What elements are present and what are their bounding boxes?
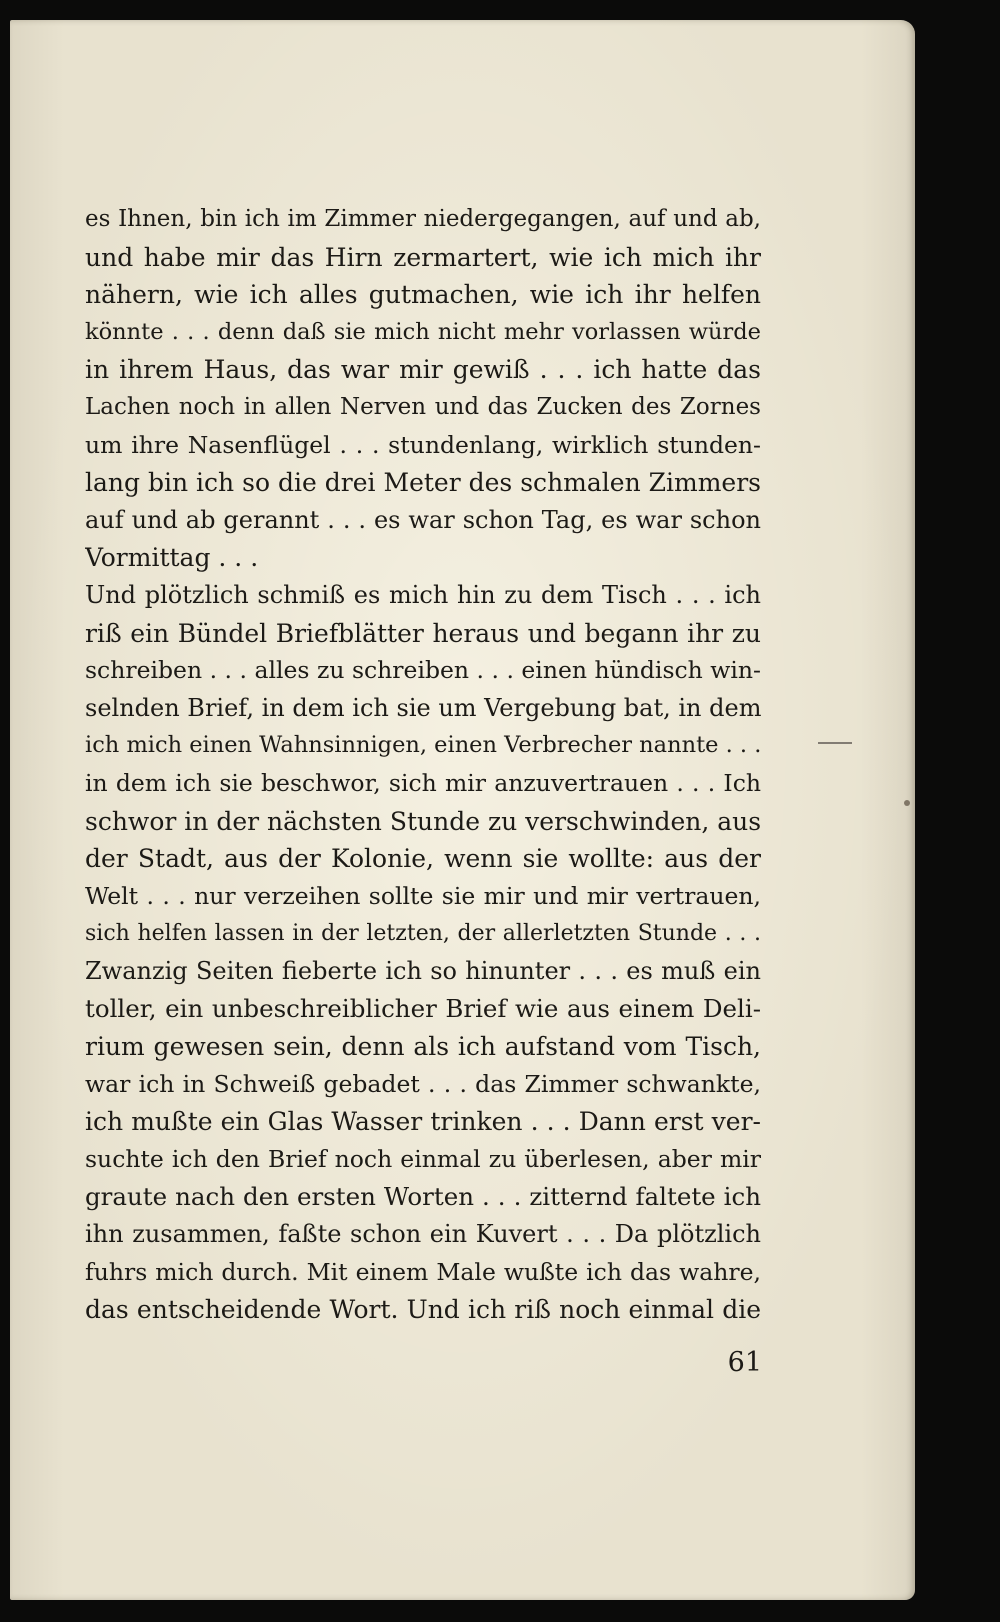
page-number: 61 — [727, 1347, 762, 1378]
text-line: um ihre Nasenflügel . . . stundenlang, wirklich stunden- — [85, 430, 761, 459]
book-page — [10, 20, 915, 1600]
margin-spot — [904, 800, 910, 806]
text-line: Vormittag . . . — [85, 543, 259, 573]
text-line: toller, ein unbeschreiblicher Brief wie aus einem Deli- — [85, 994, 761, 1024]
text-line: in ihrem Haus, das war mir gewiß . . . ich hatte das — [85, 355, 761, 385]
text-line: ich mich einen Wahnsinnigen, einen Verbrecher nannte . . . — [85, 732, 761, 759]
text-line: schreiben . . . alles zu schreiben . . . einen hündisch win- — [85, 656, 761, 685]
text-line: in dem ich sie beschwor, sich mir anzuvertrauen . . . Ich — [85, 768, 761, 797]
text-line: schwor in der nächsten Stunde zu verschwinden, aus — [85, 806, 761, 836]
text-line: und habe mir das Hirn zermartert, wie ich mich ihr — [85, 242, 761, 272]
body-text — [85, 201, 761, 1329]
text-line: es Ihnen, bin ich im Zimmer niedergegangen, auf und ab, — [85, 206, 761, 232]
text-line: lang bin ich so die drei Meter des schmalen Zimmers — [85, 468, 761, 498]
text-line: der Stadt, aus der Kolonie, wenn sie wollte: aus der — [85, 844, 761, 874]
text-line: sich helfen lassen in der letzten, der allerletzten Stunde . . . — [85, 921, 761, 947]
text-line: Und plötzlich schmiß es mich hin zu dem Tisch . . . ich — [85, 580, 761, 609]
text-line: könnte . . . denn daß sie mich nicht mehr vorlassen würde — [85, 318, 761, 345]
text-line: Lachen noch in allen Nerven und das Zucken des Zornes — [85, 393, 761, 420]
text-line: fuhrs mich durch. Mit einem Male wußte ich das wahre, — [85, 1257, 761, 1286]
text-line: suchte ich den Brief noch einmal zu überlesen, aber mir — [85, 1144, 761, 1173]
text-line: nähern, wie ich alles gutmachen, wie ich ihr helfen — [85, 280, 761, 310]
text-line: ich mußte ein Glas Wasser trinken . . . Dann erst ver- — [85, 1107, 761, 1137]
text-line: selnden Brief, in dem ich sie um Vergebung bat, in dem — [85, 693, 761, 722]
text-line: auf und ab gerannt . . . es war schon Tag, es war schon — [85, 505, 761, 534]
text-line: ihn zusammen, faßte schon ein Kuvert . . . Da plötzlich — [85, 1220, 761, 1249]
text-line: riß ein Bündel Briefblätter heraus und begann ihr zu — [85, 618, 761, 648]
text-line: Welt . . . nur verzeihen sollte sie mir und mir vertrauen, — [85, 881, 761, 910]
text-line: Zwanzig Seiten fieberte ich so hinunter . . . es muß ein — [85, 956, 761, 985]
text-line: das entscheidende Wort. Und ich riß noch einmal die — [85, 1295, 761, 1325]
margin-mark — [818, 742, 852, 744]
text-line: war ich in Schweiß gebadet . . . das Zimmer schwankte, — [85, 1069, 761, 1098]
text-line: rium gewesen sein, denn als ich aufstand vom Tisch, — [85, 1032, 761, 1062]
text-line: graute nach den ersten Worten . . . zitternd faltete ich — [85, 1182, 761, 1212]
